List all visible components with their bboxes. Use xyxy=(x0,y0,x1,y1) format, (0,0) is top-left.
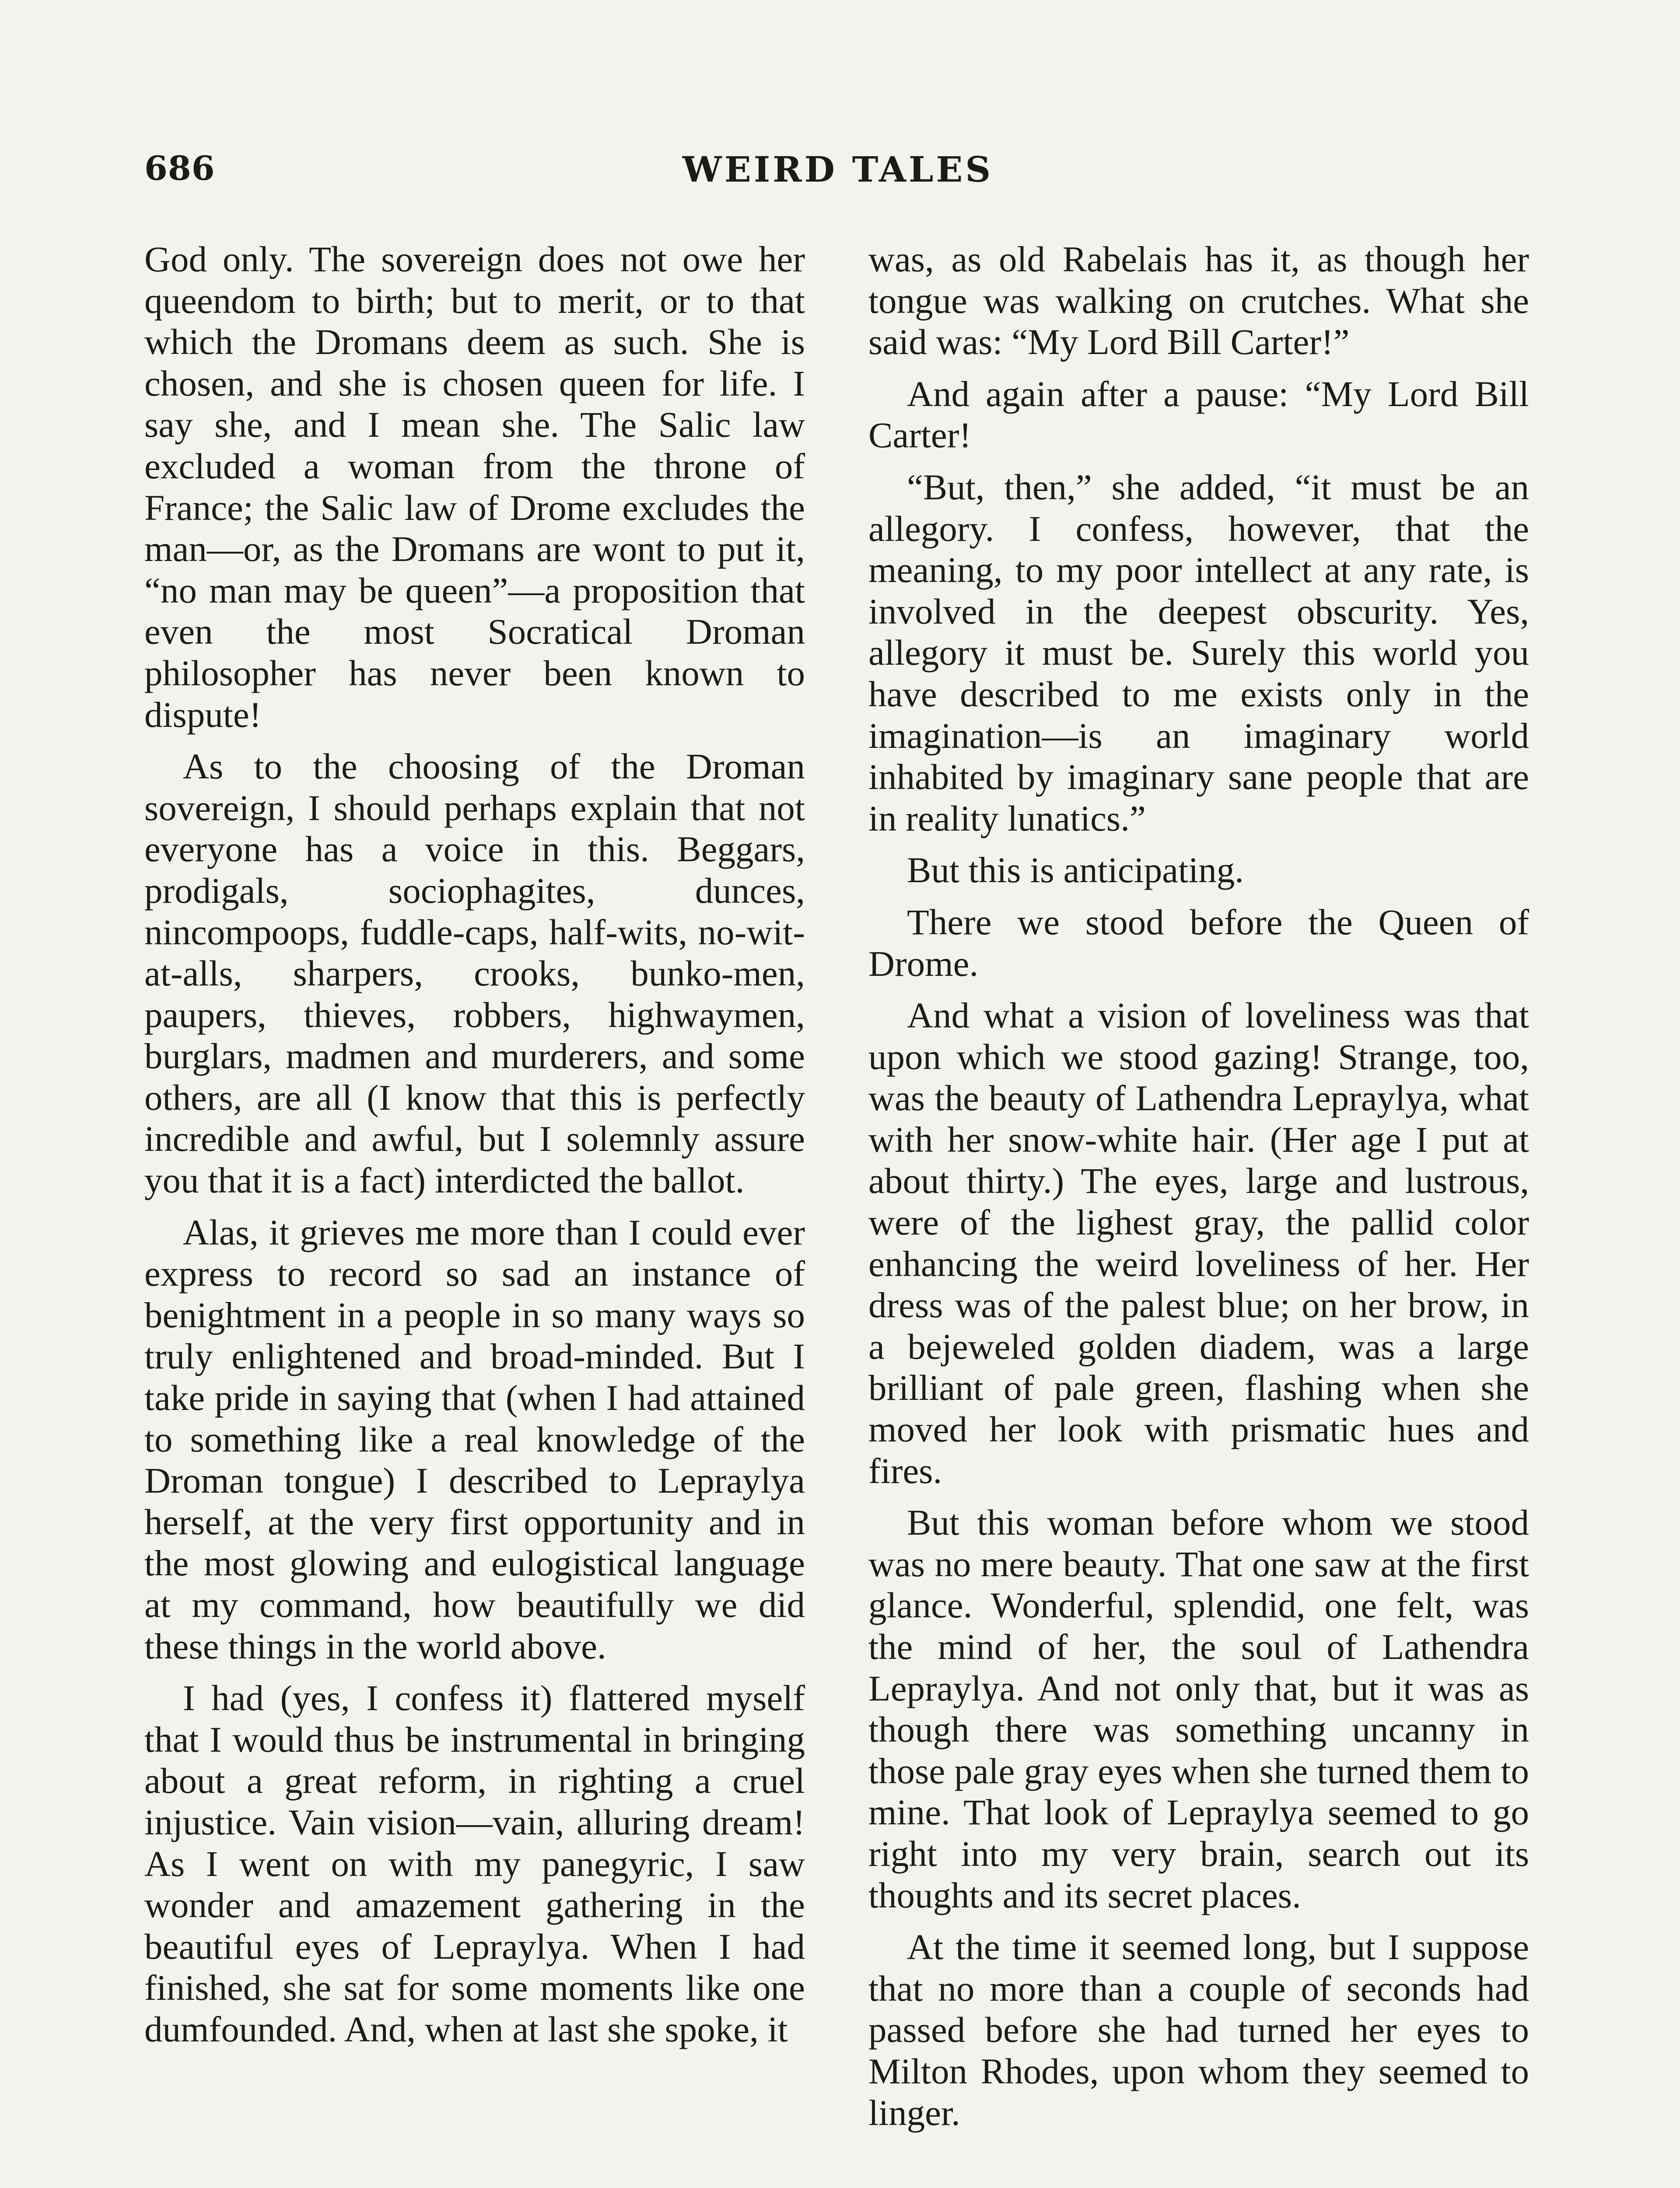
paragraph: But this is anticipating. xyxy=(907,850,1244,891)
paragraph: There we stood before the Queen of Drome. xyxy=(868,901,1529,984)
paragraph: And again after a pause: “My Lord Bill Carter! xyxy=(868,373,1529,456)
paragraph: At the time it seemed long, but I suppose that no more than a couple of seconds had passed before she had turned her eyes to Milton Rhodes, upon whom they seemed to linger. xyxy=(868,1927,1529,2133)
left-column xyxy=(144,238,805,2050)
paragraph: But this woman before whom we stood was no mere beauty. That one saw at the first glance. Wonderful, splendid, one felt, was the mind of her, the soul of Lathendra Lepraylya. And not only that, but it was as though there was something uncanny in those pale gray eyes when she turned them to mine. That look of Lepraylya seemed to go right into my very brain, search out its thoughts and its secret places. xyxy=(868,1502,1529,1915)
right-column xyxy=(868,238,1529,2133)
paragraph: Alas, it grieves me more than I could ever express to record so sad an instance of benightment in a people in so many ways so truly enlightened and broad-minded. But I take pride in saying that (when I had attained to something like a real knowledge of the Droman tongue) I described to Lepraylya herself, at the very first opportunity and in the most glowing and eulogistical language at my command, how beautifully we did these things in the world above. xyxy=(144,1212,805,1666)
page-header xyxy=(144,149,1531,197)
running-head: WEIRD TALES xyxy=(682,149,994,190)
paragraph: “But, then,” she added, “it must be an allegory. I confess, however, that the meaning, to my poor intellect at any rate, is involved in the deepest obscurity. Yes, allegory it must be. Surely this world you have described to me exists only in the imagination—is an imaginary world inhabited by imaginary sane people that are in reality lunatics.” xyxy=(868,466,1529,838)
paragraph: I had (yes, I confess it) flattered myself that I would thus be instrumental in bringing about a great reform, in righting a cruel injustice. Vain vision—vain, alluring dream! As I went on with my panegyric, I saw wonder and amazement gathering in the beautiful eyes of Lepraylya. When I had finished, she sat for some moments like one dumfounded. And, when at last she spoke, it xyxy=(144,1678,805,2049)
paragraph: was, as old Rabelais has it, as though her tongue was walking on crutches. What she said was: “My Lord Bill Carter!” xyxy=(868,239,1529,362)
paragraph: As to the choosing of the Droman sovereign, I should perhaps explain that not everyone has a voice in this. Beggars, prodigals, sociophagites, dunces, nincompoops, fuddle-caps, half-wits, no-wit-at-alls, sharpers, crooks, bunko-men, paupers, thieves, robbers, highwaymen, burglars, madmen and murderers, and some others, are all (I know that this is perfectly incredible and awful, but I solemnly assure you that it is a fact) interdicted the ballot. xyxy=(144,746,805,1201)
paragraph: And what a vision of loveliness was that upon which we stood gazing! Strange, too, was the beauty of Lathendra Lepraylya, what with her snow-white hair. (Her age I put at about thirty.) The eyes, large and lustrous, were of the lighest gray, the pallid color enhancing the weird loveliness of her. Her dress was of the palest blue; on her brow, in a bejeweled golden diadem, was a large brilliant of pale green, flashing when she moved her look with prismatic hues and fires. xyxy=(868,995,1529,1491)
paragraph: God only. The sovereign does not owe her queendom to birth; but to merit, or to that which the Dromans deem as such. She is chosen, and she is chosen queen for life. I say she, and I mean she. The Salic law excluded a woman from the throne of France; the Salic law of Drome excludes the man—or, as the Dromans are wont to put it, “no man may be queen”—a proposition that even the most Socratical Droman philosopher has never been known to dispute! xyxy=(144,239,805,735)
page-number: 686 xyxy=(144,149,215,188)
